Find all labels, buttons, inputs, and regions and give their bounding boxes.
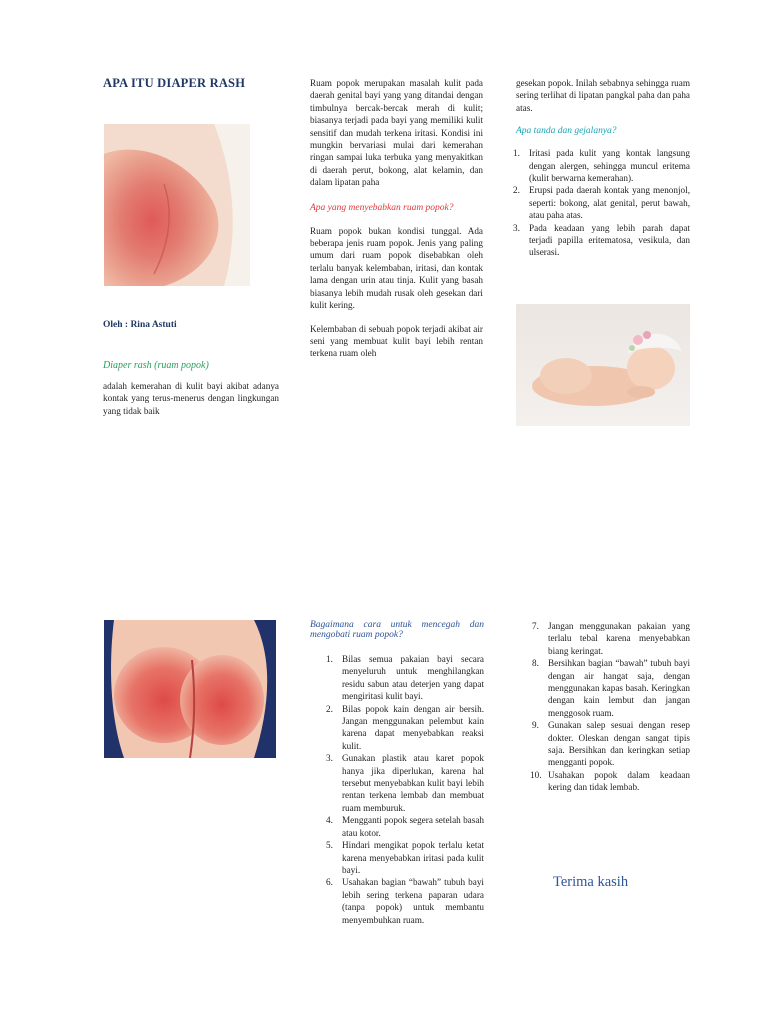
cause-paragraph-2: Kelembaban di sebuah popok terjadi akibat air seni yang membuat kulit bayi lebih rentan terkena ruam oleh	[310, 323, 483, 359]
column-3	[513, 77, 690, 259]
list-item: 7. Jangan menggunakan pakaian yang terlalu tebal karena menyebabkan biang keringat.	[532, 621, 690, 656]
list-item: 4. Mengganti popok segera setelah basah atau kotor.	[326, 815, 484, 838]
list-item: 3. Gunakan plastik atau karet popok hanya jika diperlukan, karena hal tersebut menyebabkan kulit bayi lebih rentan terkena lembab dan membuat ruam memburuk.	[326, 753, 484, 813]
list-item: 5. Hindari mengikat popok terlalu ketat karena menyebabkan iritasi pada kulit bayi.	[326, 840, 484, 875]
column-5	[310, 620, 484, 926]
column-2	[310, 77, 483, 360]
list-item: 9. Gunakan salep sesuai dengan resep dokter. Oleskan dengan sangat tipis saja. Bersihkan dan keringkan setiap mengganti popok.	[532, 720, 690, 768]
list-item: 2. Erupsi pada daerah kontak yang menonjol, seperti: bokong, alat genital, perut bawah, atau paha atas.	[513, 185, 690, 221]
diaper-rash-photo-2	[104, 620, 276, 758]
prevention-heading: Bagaimana cara untuk mencegah dan mengobati ruam popok?	[310, 620, 484, 640]
intro-paragraph: Ruam popok merupakan masalah kulit pada daerah genital bayi yang yang ditandai dengan timbulnya bercak-bercak merah di kulit; biasanya terjadi pada bayi yang memiliki kulit sensitif dan mudah terkena iritasi. Kondisi ini mungkin bervariasi mulai dari kemerahan ringan sampai luka terbuka yang menyakitkan di daerah perut, bokong, alat kelamin, dan dalam lipatan paha	[310, 78, 483, 188]
list-item: 10. Usahakan popok dalam keadaan kering dan tidak lembab.	[530, 769, 690, 793]
author-name: Oleh : Rina Astuti	[103, 320, 177, 330]
list-item: 1. Bilas semua pakaian bayi secara menyeluruh untuk menghilangkan residu sabun atau deterjen yang dapat mengiritasi kulit bayi.	[326, 654, 484, 702]
definition-block	[103, 360, 279, 417]
thank-you-text: Terima kasih	[553, 874, 629, 890]
sign-heading: Apa tanda dan gejalanya?	[516, 126, 617, 137]
list-item: 1. Iritasi pada kulit yang kontak langsung dengan alergen, sehingga muncul eritema (kulit berwarna kemerahan).	[513, 148, 690, 184]
prevention-list-b	[516, 620, 690, 794]
list-item: 8. Bersihkan bagian “bawah” tubuh bayi dengan air hangat saja, dengan menggunakan kapas basah. Keringkan dengan kain lembut dan jangan menggosok ruam.	[532, 658, 690, 718]
cause-paragraph-1: Ruam popok bukan kondisi tunggal. Ada beberapa jenis ruam popok. Jenis yang paling umum dari ruam popok disebabkan oleh terlalu banyak kelembaban, iritasi, dan kontak lama dengan urin atau tinja. Kulit yang basah biasanya lebih mudah rusak oleh gesekan dari kulit kering.	[310, 225, 483, 311]
column-6	[516, 620, 690, 794]
definition-heading: Diaper rash (ruam popok)	[103, 360, 209, 371]
column-1	[103, 76, 279, 91]
author-block	[103, 320, 279, 330]
list-item: 2. Bilas popok kain dengan air bersih. Jangan menggunakan pelembut kain karena dapat menyebabkan reaksi kulit.	[326, 703, 484, 751]
cause-continued: gesekan popok. Inilah sebabnya sehingga ruam sering terlihat di lipatan pangkal paha dan paha atas.	[516, 78, 690, 113]
prevention-list-a	[310, 653, 484, 926]
list-item: 3. Pada keadaan yang lebih parah dapat terjadi papilla eritematosa, vesikula, dan ulserasi.	[513, 222, 690, 258]
cause-heading: Apa yang menyebabkan ruam popok?	[310, 202, 454, 213]
list-item: 6. Usahakan bagian “bawah” tubuh bayi lebih sering terkena paparan udara (tanpa popok) untuk membantu menyembuhkan ruam.	[326, 877, 484, 925]
page-title: APA ITU DIAPER RASH	[103, 76, 246, 90]
sign-list	[513, 147, 690, 259]
definition-text: adalah kemerahan di kulit bayi akibat adanya kontak yang terus-menerus dengan lingkungan yang tidak baik	[103, 381, 279, 416]
sleeping-baby-photo	[516, 304, 690, 426]
diaper-rash-photo-1	[104, 124, 250, 286]
